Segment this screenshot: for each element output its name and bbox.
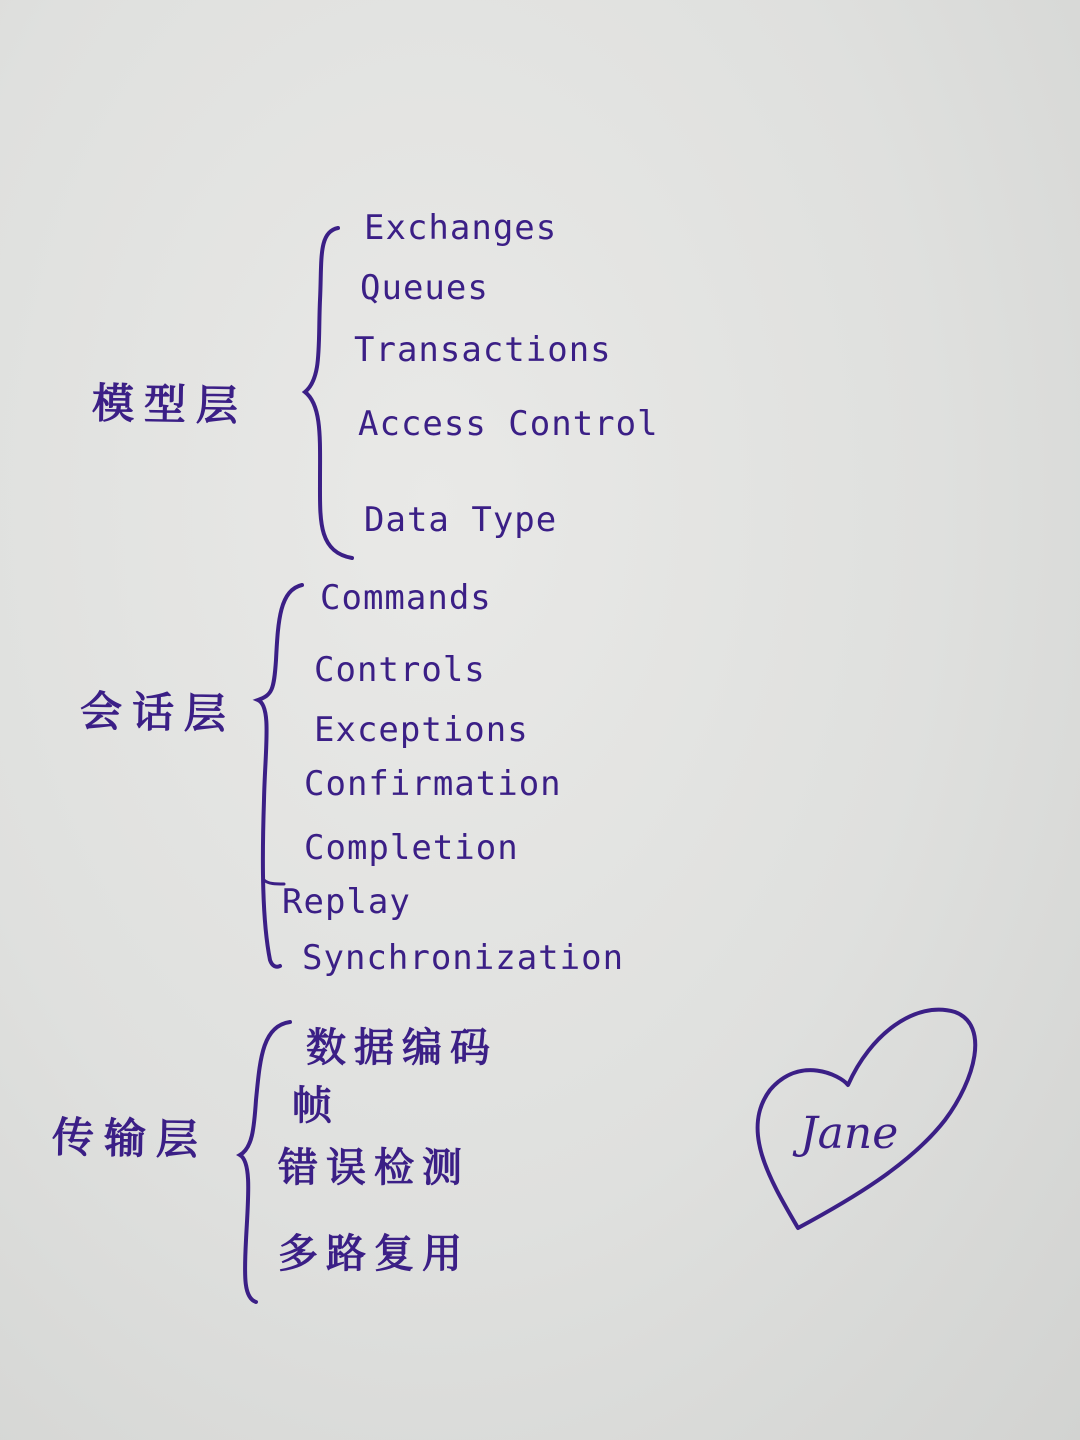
bracket-session-tick — [264, 880, 284, 884]
list-item: Exchanges — [364, 208, 558, 248]
list-item: Transactions — [354, 330, 612, 370]
list-item: Exceptions — [314, 710, 529, 750]
list-item: Commands — [320, 578, 492, 618]
bracket-model-layer — [305, 228, 352, 558]
layer-label-transport: 传输层 — [51, 1112, 209, 1165]
layer-label-session: 会话层 — [79, 686, 237, 739]
list-item: 错误检测 — [278, 1145, 470, 1191]
list-item: Confirmation — [304, 764, 562, 804]
list-item: Data Type — [364, 500, 558, 540]
list-item: Controls — [314, 650, 486, 690]
list-item: 多路复用 — [278, 1231, 470, 1277]
list-item: Replay — [282, 882, 411, 922]
list-item: 数据编码 — [306, 1025, 498, 1071]
list-item: 帧 — [292, 1083, 340, 1129]
signature-text: Jane — [800, 1108, 899, 1159]
layer-label-model: 模型层 — [91, 378, 249, 431]
list-item: Synchronization — [302, 938, 625, 978]
list-item: Access Control — [358, 404, 659, 444]
list-item: Queues — [360, 268, 489, 308]
list-item: Completion — [304, 828, 519, 868]
